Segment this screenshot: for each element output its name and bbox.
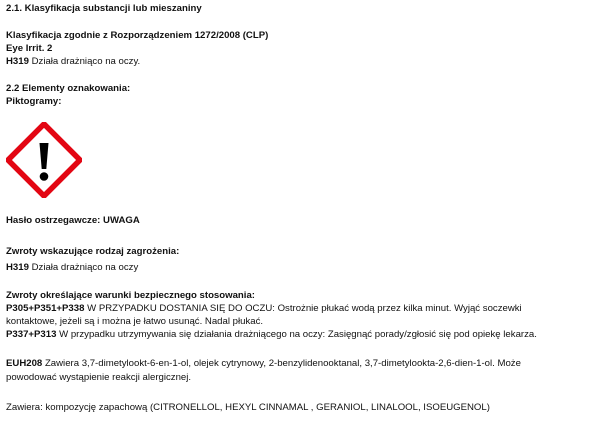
h-text: Działa drażniąco na oczy. <box>31 56 141 67</box>
hazard-statements-heading: Zwroty wskazujące rodzaj zagrożenia: <box>6 246 180 257</box>
precaution-heading: Zwroty określające warunki bezpiecznego stosowania: <box>6 290 255 301</box>
signal-word: UWAGA <box>103 215 140 226</box>
p1-code: P305+P351+P338 <box>6 303 85 314</box>
section-2-1-heading: 2.1. Klasyfikacja substancji lub mieszaniny <box>6 3 202 14</box>
clp-classification-title: Klasyfikacja zgodnie z Rozporządzeniem 1272/2008 (CLP) <box>6 30 269 41</box>
precaution-statement-2 <box>6 329 537 341</box>
exclamation-mark-hazard-icon <box>6 122 82 198</box>
h-code: H319 <box>6 56 29 67</box>
precaution-statement-1 <box>6 303 606 315</box>
p2-code: P337+P313 <box>6 329 57 340</box>
pictograms-label: Piktogramy: <box>6 96 62 107</box>
signal-word-line <box>6 215 140 227</box>
hazard-statement <box>6 262 138 274</box>
euh-text: Zawiera 3,7-dimetylookt-6-en-1-ol, olejek cytrynowy, 2-benzylidenooktanal, 3,7-dimetylookta-2,6-dien-1-ol. Może <box>44 358 521 369</box>
hazard-code: H319 <box>6 262 29 273</box>
euh-statement <box>6 358 606 370</box>
hazard-text: Działa drażniąco na oczy <box>31 262 139 273</box>
contains-line: Zawiera: kompozycję zapachową (CITRONELLOL, HEXYL CINNAMAL , GERANIOL, LINALOOL, ISOEUGENOL) <box>6 402 490 413</box>
euh-code: EUH208 <box>6 358 43 369</box>
section-2-2-heading: 2.2 Elementy oznakowania: <box>6 83 131 94</box>
hazard-category: Eye Irrit. 2 <box>6 43 53 54</box>
signal-label: Hasło ostrzegawcze: <box>6 215 101 226</box>
p2-text: W przypadku utrzymywania się działania drażniącego na oczy: Zasięgnąć porady/zgłosić się pod opiekę lekarza. <box>59 329 537 340</box>
precaution-statement-1-cont: kontaktowe, jeżeli są i można je łatwo usunąć. Nadal płukać. <box>6 316 264 327</box>
euh-statement-cont: powodować wystąpienie reakcji alergicznej. <box>6 372 192 383</box>
h-statement-classification <box>6 56 140 68</box>
p1-text: W PRZYPADKU DOSTANIA SIĘ DO OCZU: Ostrożnie płukać wodą przez kilka minut. Wyjąć soczewki <box>87 303 522 314</box>
